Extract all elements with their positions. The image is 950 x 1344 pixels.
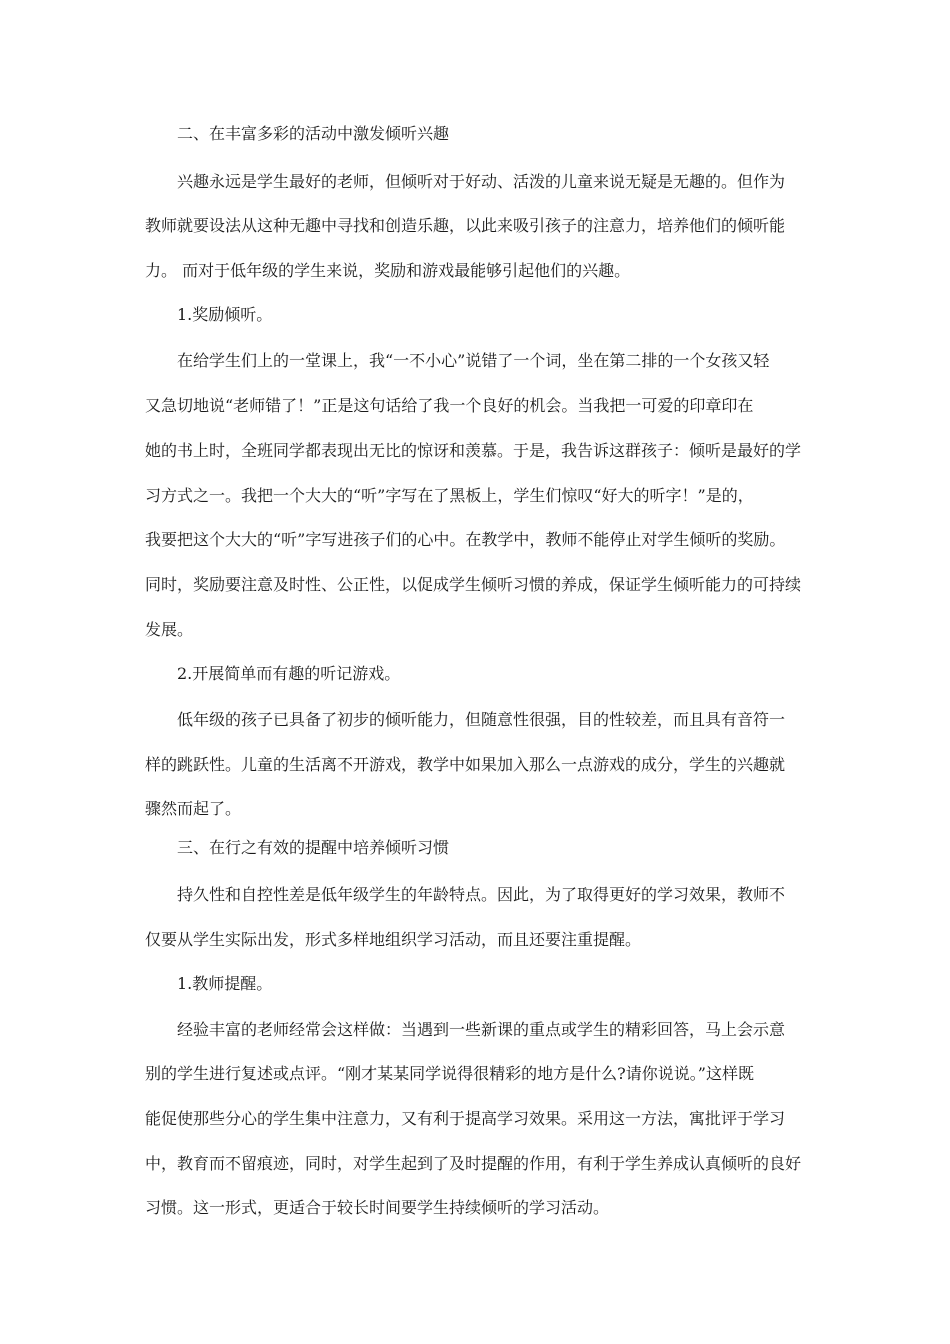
paragraph-line: 习方式之一。我把一个大大的“听”字写在了黑板上，学生们惊叹“好大的听字！”是的， (145, 486, 754, 505)
paragraph-line: 能促使那些分心的学生集中注意力，又有利于提高学习效果。采用这一方法，寓批评于学习 (145, 1109, 786, 1128)
paragraph-line: 我要把这个大大的“听”字写进孩子们的心中。在教学中，教师不能停止对学生倾听的奖励。 (145, 530, 786, 549)
paragraph-line: 发展。 (145, 620, 194, 639)
paragraph-line: 持久性和自控性差是低年级学生的年龄特点。因此，为了取得更好的学习效果，教师不 (177, 885, 786, 904)
paragraph-line: 力。 而对于低年级的学生来说，奖励和游戏最能够引起他们的兴趣。 (145, 261, 631, 280)
paragraph-line: 兴趣永远是学生最好的老师，但倾听对于好动、活泼的儿童来说无疑是无趣的。但作为 (177, 172, 786, 191)
paragraph-line: 她的书上时，全班同学都表现出无比的惊讶和羡慕。于是，我告诉这群孩子：倾听是最好的学 (145, 441, 802, 460)
paragraph-line: 同时，奖励要注意及时性、公正性，以促成学生倾听习惯的养成，保证学生倾听能力的可持续 (145, 575, 802, 594)
paragraph-line: 别的学生进行复述或点评。“刚才某某同学说得很精彩的地方是什么?请你说说。”这样既 (145, 1064, 754, 1083)
paragraph-line: 中，教育而不留痕迹，同时，对学生起到了及时提醒的作用，有利于学生养成认真倾听的良好 (145, 1154, 802, 1173)
paragraph-line: 教师就要设法从这种无趣中寻找和创造乐趣，以此来吸引孩子的注意力，培养他们的倾听能 (145, 216, 786, 235)
paragraph-line: 经验丰富的老师经常会这样做：当遇到一些新课的重点或学生的精彩回答，马上会示意 (177, 1020, 786, 1039)
subsection-heading: 1.教师提醒。 (177, 974, 273, 993)
paragraph-line: 又急切地说“老师错了！”正是这句话给了我一个良好的机会。当我把一可爱的印章印在 (145, 396, 754, 415)
subsection-heading: 1.奖励倾听。 (177, 305, 273, 324)
section-heading: 三、在行之有效的提醒中培养倾听习惯 (177, 838, 450, 857)
paragraph-line: 仅要从学生实际出发，形式多样地组织学习活动，而且还要注重提醒。 (145, 930, 642, 949)
paragraph-line: 样的跳跃性。儿童的生活离不开游戏，教学中如果加入那么一点游戏的成分，学生的兴趣就 (145, 755, 786, 774)
paragraph-line: 习惯。这一形式，更适合于较长时间要学生持续倾听的学习活动。 (145, 1198, 610, 1217)
paragraph-line: 在给学生们上的一堂课上，我“一不小心”说错了一个词，坐在第二排的一个女孩又轻 (177, 351, 770, 370)
subsection-heading: 2.开展简单而有趣的听记游戏。 (177, 664, 401, 683)
paragraph-line: 低年级的孩子已具备了初步的倾听能力，但随意性很强，目的性较差，而且具有音符一 (177, 710, 786, 729)
section-heading: 二、在丰富多彩的活动中激发倾听兴趣 (177, 124, 450, 143)
paragraph-line: 骤然而起了。 (145, 799, 242, 818)
